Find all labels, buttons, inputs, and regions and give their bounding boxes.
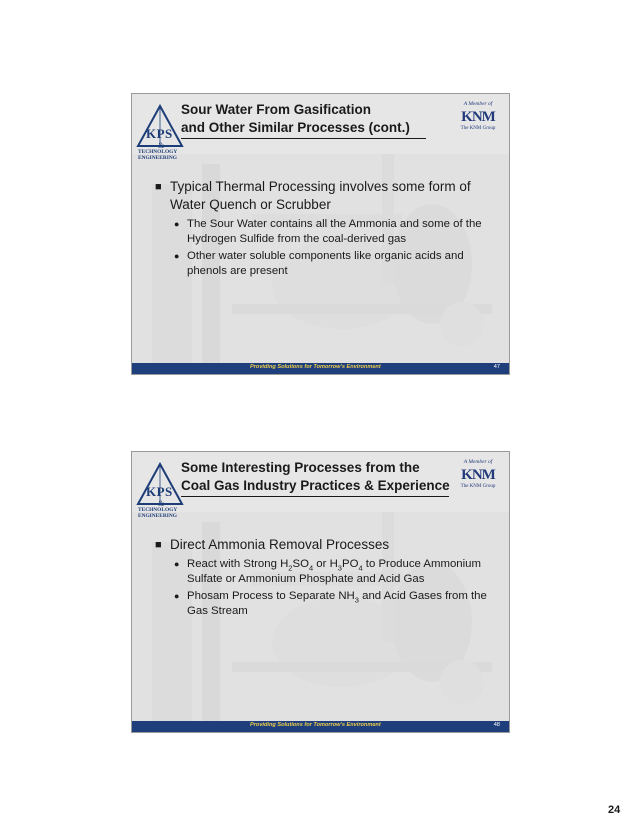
- subbullet-item: [152, 589, 502, 618]
- slide-title-line: Coal Gas Industry Practices & Experience: [181, 478, 450, 493]
- kps-logo-text: KPS: [146, 126, 173, 141]
- kps-logo-amp: &: [158, 499, 165, 508]
- slide-title-line: and Other Similar Processes (cont.): [181, 120, 410, 135]
- kps-logo-line: ENGINEERING: [138, 155, 177, 161]
- square-bullet-icon: ■: [155, 181, 162, 193]
- subbullet-item: [152, 557, 502, 586]
- slide-number: 48: [493, 722, 500, 728]
- slide-content: [152, 178, 502, 278]
- dot-bullet-icon: ●: [174, 591, 180, 602]
- slide-title-line: Some Interesting Processes from the: [181, 460, 420, 475]
- subbullet-text: Other water soluble components like organic acids and phenols are present: [187, 250, 464, 277]
- slide-number: 47: [493, 364, 500, 370]
- footer-tagline: Providing Solutions for Tomorrow's Environment: [250, 722, 381, 728]
- kps-logo-line: ENGINEERING: [138, 513, 177, 519]
- square-bullet-icon: ■: [155, 539, 162, 551]
- dot-bullet-icon: ●: [174, 219, 180, 229]
- subbullet-item: [152, 249, 502, 278]
- slide-title: [181, 101, 410, 137]
- slide-title: [181, 459, 450, 495]
- subbullet-text: The Sour Water contains all the Ammonia and some of the Hydrogen Sulfide from the coal-derived gas: [187, 218, 482, 245]
- kps-logo-line: TECHNOLOGY: [138, 149, 178, 155]
- kps-logo-amp: &: [158, 141, 165, 150]
- title-underline: [181, 138, 426, 139]
- title-underline: [181, 496, 449, 497]
- slide-footer: [132, 363, 509, 374]
- slide-47: [131, 93, 510, 375]
- footer-tagline: Providing Solutions for Tomorrow's Environment: [250, 364, 381, 370]
- bullet-item: [152, 178, 502, 214]
- bullet-item: [152, 536, 502, 554]
- knm-mark: KNM: [461, 109, 495, 125]
- knm-logo: [455, 101, 501, 131]
- kps-logo-line: TECHNOLOGY: [138, 507, 178, 513]
- subbullet-text: Phosam Process to Separate $NH_3$ and Acid Gases from the Gas Stream: [187, 590, 487, 617]
- knm-logo: [455, 459, 501, 489]
- page-number: 24: [608, 804, 621, 816]
- kps-logo-subtext: [138, 507, 177, 519]
- slide-content: [152, 536, 502, 618]
- knm-group-text: The KNM Group: [460, 126, 496, 131]
- dot-bullet-icon: ●: [174, 559, 180, 569]
- subbullet-item: [152, 217, 502, 246]
- slide-title-line: Sour Water From Gasification: [181, 102, 372, 117]
- kps-logo-subtext: [138, 149, 177, 161]
- bullet-text: Typical Thermal Processing involves some form of Water Quench or Scrubber: [170, 179, 471, 212]
- kps-logo-text: KPS: [146, 484, 173, 499]
- knm-group-text: The KNM Group: [460, 484, 496, 489]
- dot-bullet-icon: ●: [174, 251, 180, 262]
- kps-logo: [136, 462, 184, 520]
- knm-member-text: A Member of: [463, 101, 493, 107]
- bullet-text: Direct Ammonia Removal Processes: [170, 537, 390, 552]
- knm-mark: KNM: [461, 467, 495, 483]
- kps-logo: [136, 104, 184, 162]
- slide-footer: [132, 721, 509, 732]
- knm-member-text: A Member of: [463, 459, 493, 465]
- slide-48: [131, 451, 510, 733]
- subbullet-text: React with Strong $H_2SO_4$ or $H_3PO_4$ to Produce Ammonium Sulfate or Ammonium Phosphate and Acid Gas: [187, 558, 481, 585]
